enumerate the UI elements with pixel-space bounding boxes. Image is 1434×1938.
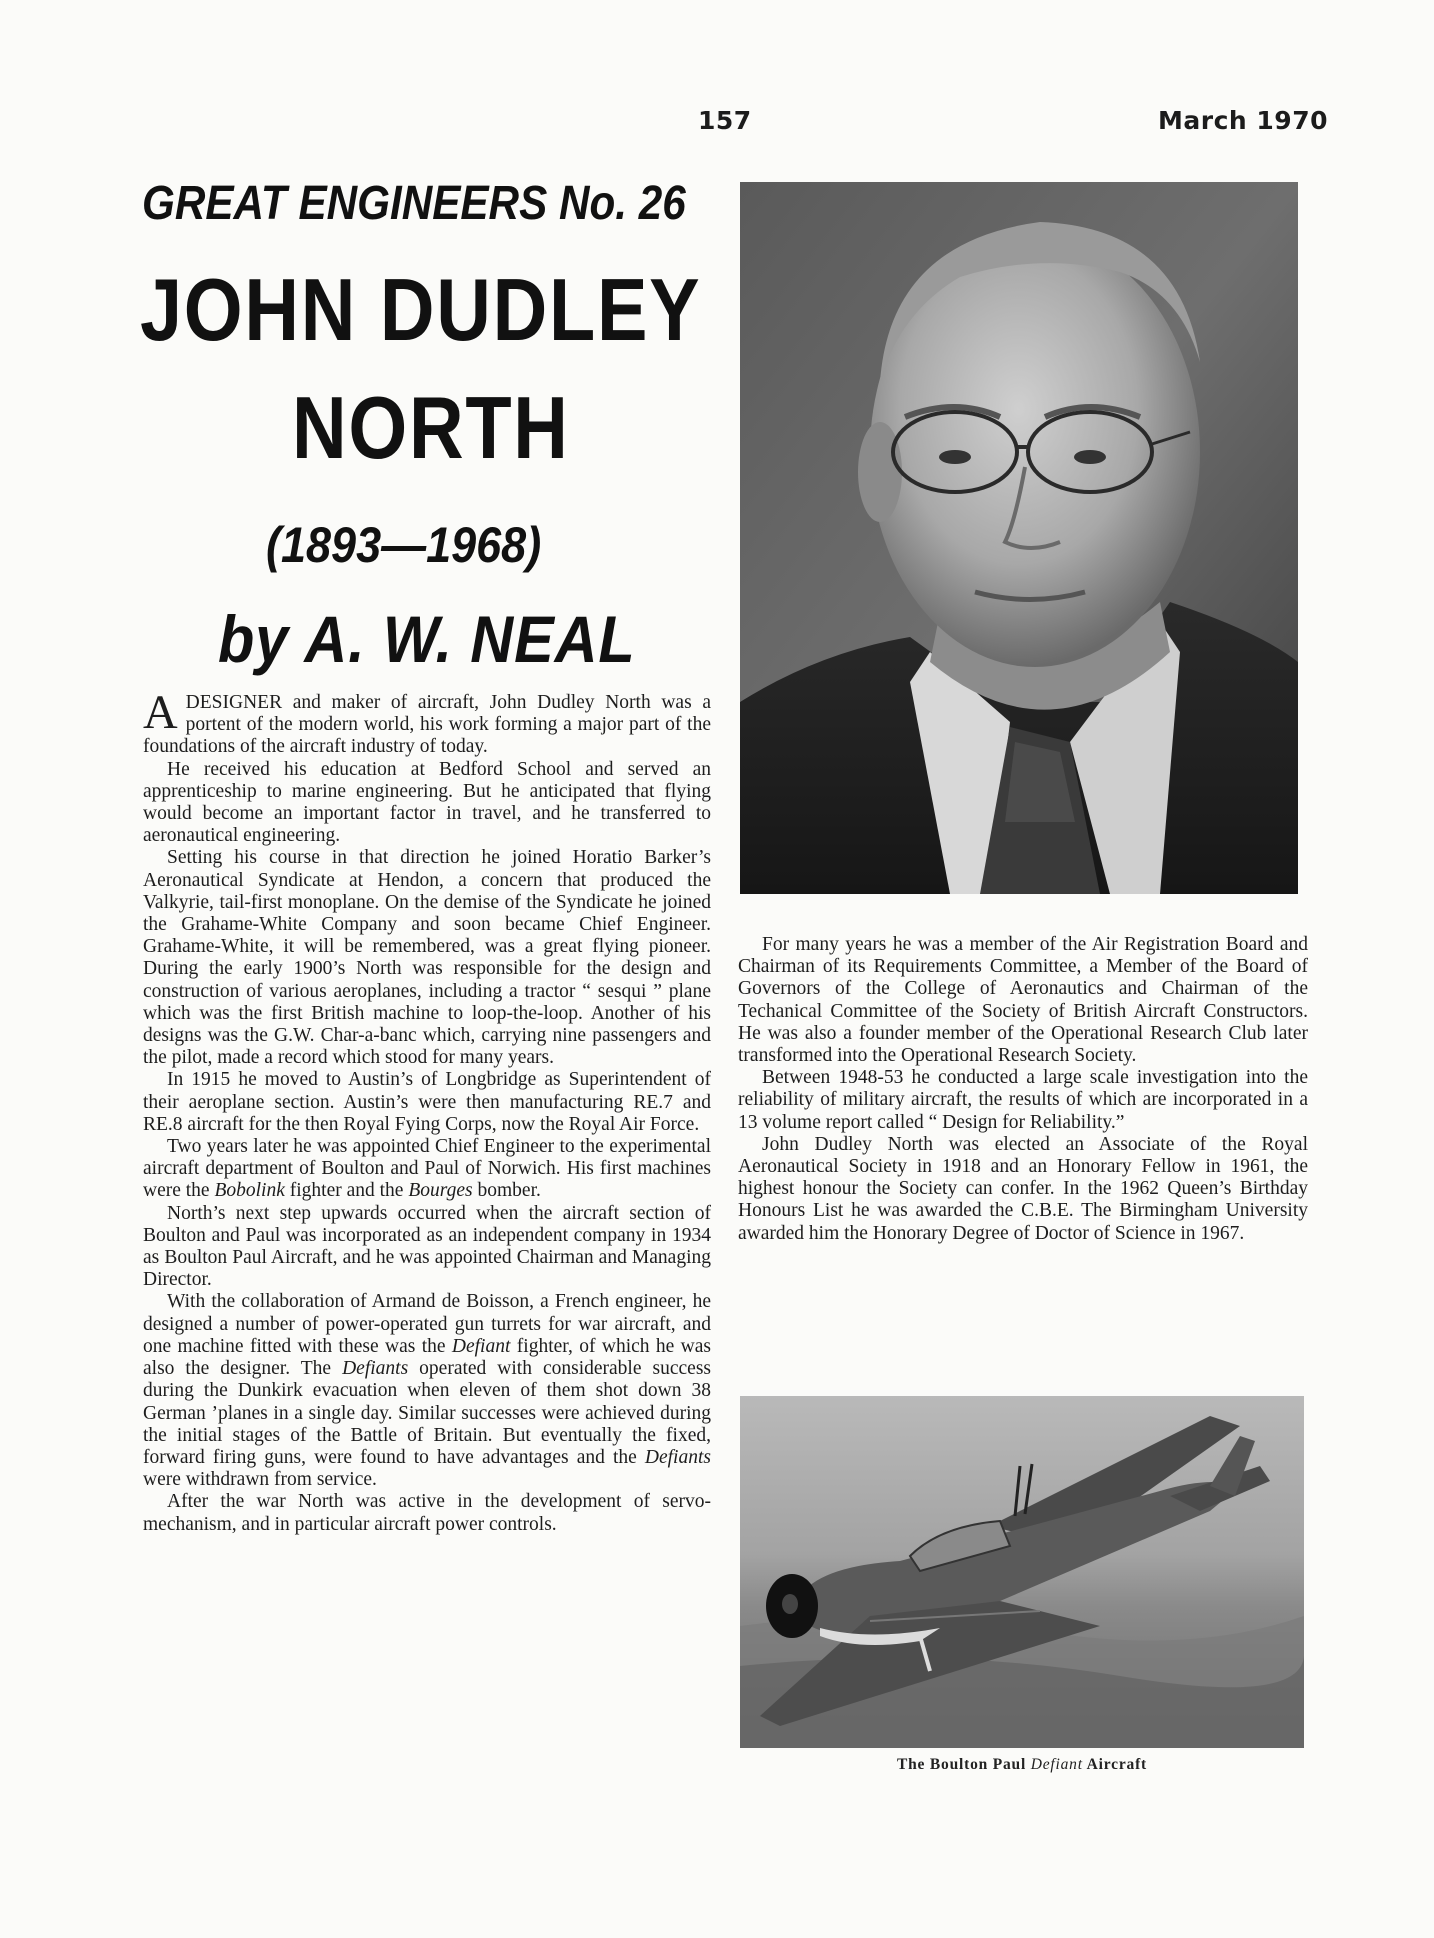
article-title-line1: JOHN DUDLEY	[140, 260, 702, 359]
paragraph: Between 1948-53 he conducted a large scale investigation into the reliability of military aircraft, the results of which are incorporated in a 13 volume report called “ Design for Reliability.”	[738, 1067, 1308, 1133]
paragraph: Setting his course in that direction he joined Horatio Barker’s Aeronautical Syndicate at Hendon, a concern that produced the Valkyrie, tail-first monoplane. On the demise of the Syndicate he joined the Grahame-White Company and soon became Chief Engineer. Grahame-White, it will be remembered, was a great flying pioneer. During the early 1900’s North was responsible for the design and construction of various aeroplanes, including a tractor “ sesqui ” plane which was the first British machine to loop-the-loop. Another of his designs was the G.W. Char-a-banc which, carrying nine passengers and the pilot, made a record which stood for many years.	[143, 847, 711, 1069]
paragraph: Two years later he was appointed Chief Engineer to the experimental aircraft department of Boulton and Paul of Norwich. His first machines were the Bobolink fighter and the Bourges bomber.	[143, 1136, 711, 1202]
paragraph: With the collaboration of Armand de Boisson, a French engineer, he designed a number of power-operated gun turrets for war aircraft, and one machine fitted with these was the Defiant fighter, of which he was also the designer. The Defiants operated with considerable success during the Dunkirk evacuation when eleven of them shot down 38 German ’planes in a single day. Similar successes were achieved during the initial stages of the Battle of Britain. But eventually the fixed, forward firing guns, were found to have advantages and the Defiants were withdrawn from service.	[143, 1291, 712, 1491]
byline: by A. W. NEAL	[218, 602, 636, 676]
paragraph: In 1915 he moved to Austin’s of Longbridge as Superintendent of their aeroplane section. Austin’s were then manufacturing RE.7 and RE.8 aircraft for the then Royal Fying Corps, now the Royal Air Force.	[143, 1069, 711, 1135]
issue-date: March 1970	[1158, 106, 1328, 135]
paragraph-intro: ADESIGNER and maker of aircraft, John Dudley North was a portent of the modern world, his work forming a major part of the foundations of the aircraft industry of today.	[143, 686, 711, 758]
paragraph: John Dudley North was elected an Associate of the Royal Aeronautical Society in 1918 and an Honorary Fellow in 1961, the highest honour the Society can confer. In the 1962 Queen’s Birthday Honours List he was awarded the C.B.E. The Birmingham University awarded him the Honorary Degree of Doctor of Science in 1967.	[738, 1133, 1308, 1244]
series-title: GREAT ENGINEERS No. 26	[142, 177, 686, 230]
paragraph: For many years he was a member of the Air Registration Board and Chairman of its Requirements Committee, a Member of the Board of Governors of the College of Aeronautics and Chairman of the Techanical Committee of the Society of British Aircraft Constructors. He was also a founder member of the Operational Research Club later transformed into the Operational Research Society.	[738, 934, 1308, 1067]
paragraph: North’s next step upwards occurred when the aircraft section of Boulton and Paul was incorporated as an independent company in 1934 as Boulton Paul Aircraft, and he was appointed Chairman and Managing Director.	[143, 1202, 711, 1291]
article-column-right	[738, 934, 1308, 1245]
aircraft-photo	[740, 1396, 1304, 1748]
article-column-left	[143, 686, 712, 1536]
drop-cap: A	[143, 686, 178, 739]
figure-caption: The Boulton Paul Defiant Aircraft	[896, 1756, 1147, 1773]
paragraph: He received his education at Bedford School and served an apprenticeship to marine engineering. But he anticipated that flying would become an important factor in travel, and he transferred to aeronautical engineering.	[143, 758, 711, 847]
paragraph: After the war North was active in the development of servo-mechanism, and in particular aircraft power controls.	[143, 1491, 711, 1535]
portrait-photo	[740, 182, 1298, 894]
page-number: 157	[698, 106, 752, 135]
life-dates: (1893—1968)	[266, 517, 542, 573]
article-title-line2: NORTH	[292, 378, 570, 477]
